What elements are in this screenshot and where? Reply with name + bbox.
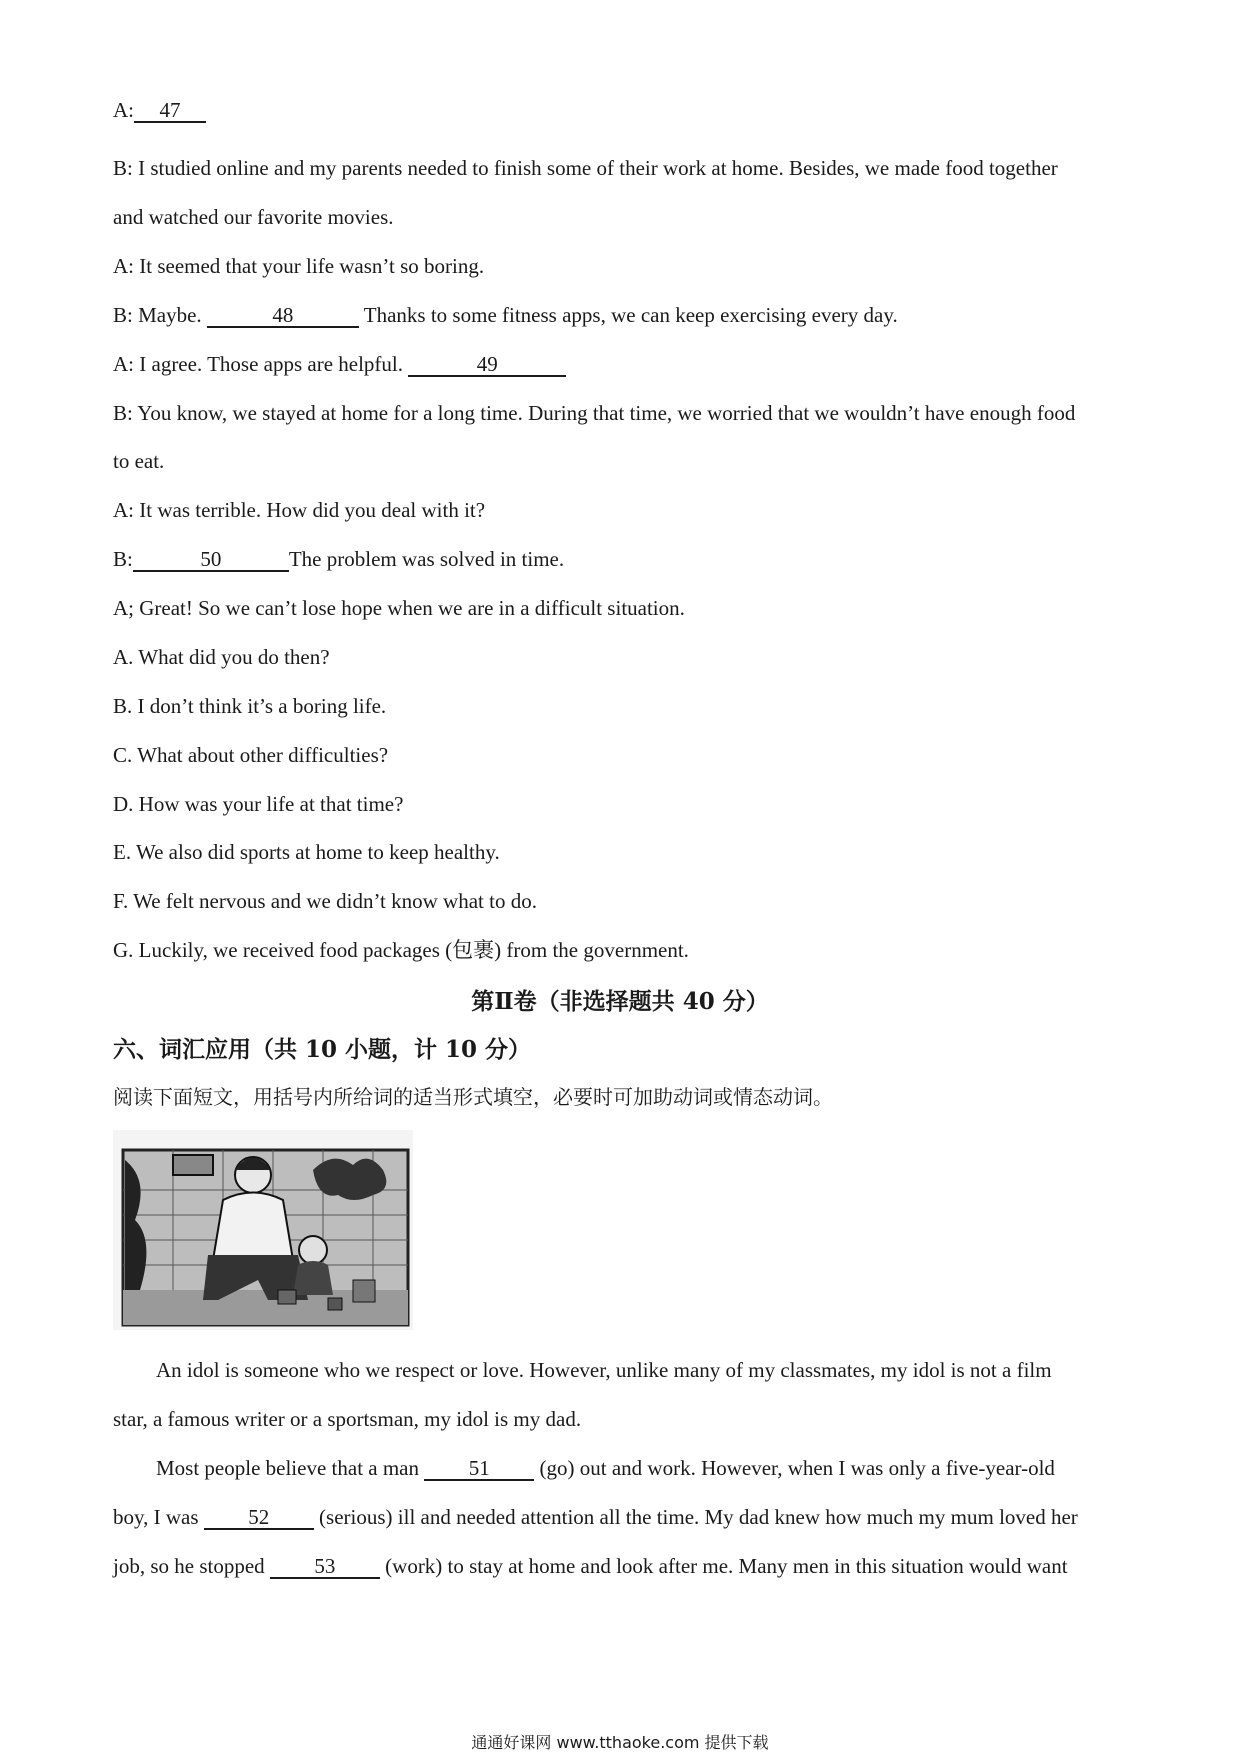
dialogue-line: B: You know, we stayed at home for a long time. During that time, we worried that we wouldn’t have enough food (113, 401, 1076, 425)
dialogue-line-48: B: Maybe. 48 Thanks to some fitness apps, we can keep exercising every day. (113, 303, 898, 327)
dialogue-line-49: A: I agree. Those apps are helpful. 49 (113, 350, 566, 378)
dialogue-line: and watched our favorite movies. (113, 205, 394, 229)
section-6-title: 六、词汇应用（共 10 小题，计 10 分） (113, 1036, 532, 1063)
dialogue-line: to eat. (113, 449, 165, 473)
passage-line-51: Most people believe that a man 51 (go) out and work. However, when I was only a five-year-old (156, 1456, 1055, 1480)
dialogue-line-50: B: 50 The problem was solved in time. (113, 547, 565, 571)
option-f: F. We felt nervous and we didn’t know what to do. (113, 889, 537, 913)
blank-48[interactable]: 48 (207, 304, 359, 328)
dialogue-line: B: I studied online and my parents needed to finish some of their work at home. Besides, we made food together (113, 156, 1058, 180)
part2-title: 第Ⅱ卷（非选择题共 40 分） (471, 988, 769, 1015)
father-child-illustration (113, 1130, 413, 1330)
option-e: E. We also did sports at home to keep healthy. (113, 840, 500, 864)
blank-51[interactable]: 51 (424, 1457, 534, 1481)
dialogue-line: A: It seemed that your life wasn’t so boring. (113, 254, 485, 278)
footer-watermark: 通通好课网 www.tthaoke.com 提供下载 (471, 1733, 769, 1752)
option-c: C. What about other difficulties? (113, 743, 389, 767)
section-6-instruction: 阅读下面短文，用括号内所给词的适当形式填空，必要时可加助动词或情态动词。 (113, 1085, 833, 1109)
blank-52[interactable]: 52 (204, 1506, 314, 1530)
dialogue-line-47: A: 47 (113, 96, 206, 124)
option-b: B. I don’t think it’s a boring life. (113, 694, 387, 718)
passage-line: An idol is someone who we respect or love. However, unlike many of my classmates, my idol is not a film (156, 1358, 1052, 1382)
dialogue-line: A; Great! So we can’t lose hope when we are in a difficult situation. (113, 596, 685, 620)
option-g: G. Luckily, we received food packages (包裹) from the government. (113, 938, 689, 962)
passage-line-52: boy, I was 52 (serious) ill and needed attention all the time. My dad knew how much my mum loved her (113, 1505, 1078, 1529)
blank-49[interactable]: 49 (408, 353, 566, 377)
blank-50[interactable]: 50 (133, 548, 289, 572)
option-d: D. How was your life at that time? (113, 792, 404, 816)
dialogue-line: A: It was terrible. How did you deal with it? (113, 498, 486, 522)
passage-line-53: job, so he stopped 53 (work) to stay at home and look after me. Many men in this situation would want (113, 1554, 1068, 1578)
passage-line: star, a famous writer or a sportsman, my idol is my dad. (113, 1407, 582, 1431)
blank-53[interactable]: 53 (270, 1555, 380, 1579)
option-a: A. What did you do then? (113, 645, 330, 669)
blank-47[interactable]: 47 (134, 99, 206, 123)
